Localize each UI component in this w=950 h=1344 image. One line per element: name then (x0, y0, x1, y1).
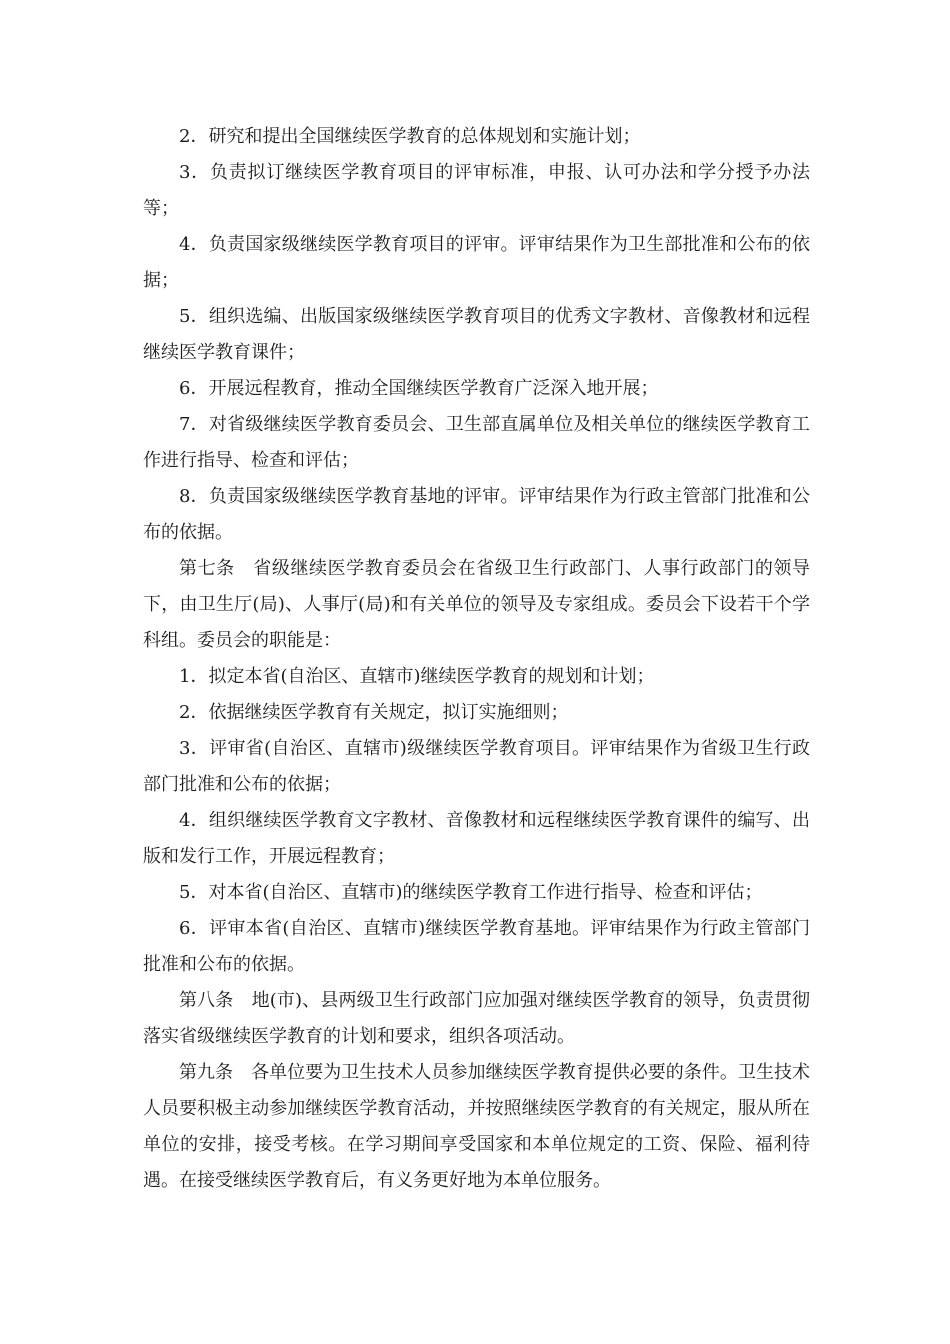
item-7-paragraph: 7．对省级继续医学教育委员会、卫生部直属单位及相关单位的继续医学教育工作进行指导、检查和评估； (143, 414, 810, 471)
provincial-item-4-paragraph: 4．组织继续医学教育文字教材、音像教材和远程继续医学教育课件的编写、出版和发行工作，开展远程教育； (143, 810, 810, 867)
item-6-paragraph: 6．开展远程教育，推动全国继续医学教育广泛深入地开展； (179, 378, 659, 399)
item-8-paragraph: 8．负责国家级继续医学教育基地的评审。评审结果作为行政主管部门批准和公布的依据。 (143, 486, 810, 543)
item-4-paragraph: 4．负责国家级继续医学教育项目的评审。评审结果作为卫生部批准和公布的依据； (143, 234, 810, 291)
provincial-item-6-paragraph: 6．评审本省(自治区、直辖市)继续医学教育基地。评审结果作为行政主管部门批准和公布的依据。 (143, 918, 810, 975)
item-5-paragraph: 5．组织选编、出版国家级继续医学教育项目的优秀文字教材、音像教材和远程继续医学教育课件； (143, 306, 810, 363)
article-8-paragraph: 第八条 地(市)、县两级卫生行政部门应加强对继续医学教育的领导，负责贯彻落实省级继续医学教育的计划和要求，组织各项活动。 (143, 990, 810, 1047)
provincial-item-5-paragraph: 5．对本省(自治区、直辖市)的继续医学教育工作进行指导、检查和评估； (179, 882, 763, 903)
provincial-item-3-paragraph: 3．评审省(自治区、直辖市)级继续医学教育项目。评审结果作为省级卫生行政部门批准和公布的依据； (143, 738, 810, 795)
article-7-paragraph: 第七条 省级继续医学教育委员会在省级卫生行政部门、人事行政部门的领导下，由卫生厅(局)、人事厅(局)和有关单位的领导及专家组成。委员会下设若干个学科组。委员会的职能是： (143, 558, 810, 651)
document-body (143, 119, 810, 1199)
article-9-paragraph: 第九条 各单位要为卫生技术人员参加继续医学教育提供必要的条件。卫生技术人员要积极主动参加继续医学教育活动，并按照继续医学教育的有关规定，服从所在单位的安排，接受考核。在学习期间享受国家和本单位规定的工资、保险、福利待遇。在接受继续医学教育后，有义务更好地为本单位服务。 (143, 1062, 810, 1191)
item-2-paragraph: 2．研究和提出全国继续医学教育的总体规划和实施计划； (179, 126, 641, 147)
provincial-item-1-paragraph: 1．拟定本省(自治区、直辖市)继续医学教育的规划和计划； (179, 666, 655, 687)
provincial-item-2-paragraph: 2．依据继续医学教育有关规定，拟订实施细则； (179, 702, 569, 723)
item-3-paragraph: 3．负责拟订继续医学教育项目的评审标准，申报、认可办法和学分授予办法等； (143, 162, 810, 219)
